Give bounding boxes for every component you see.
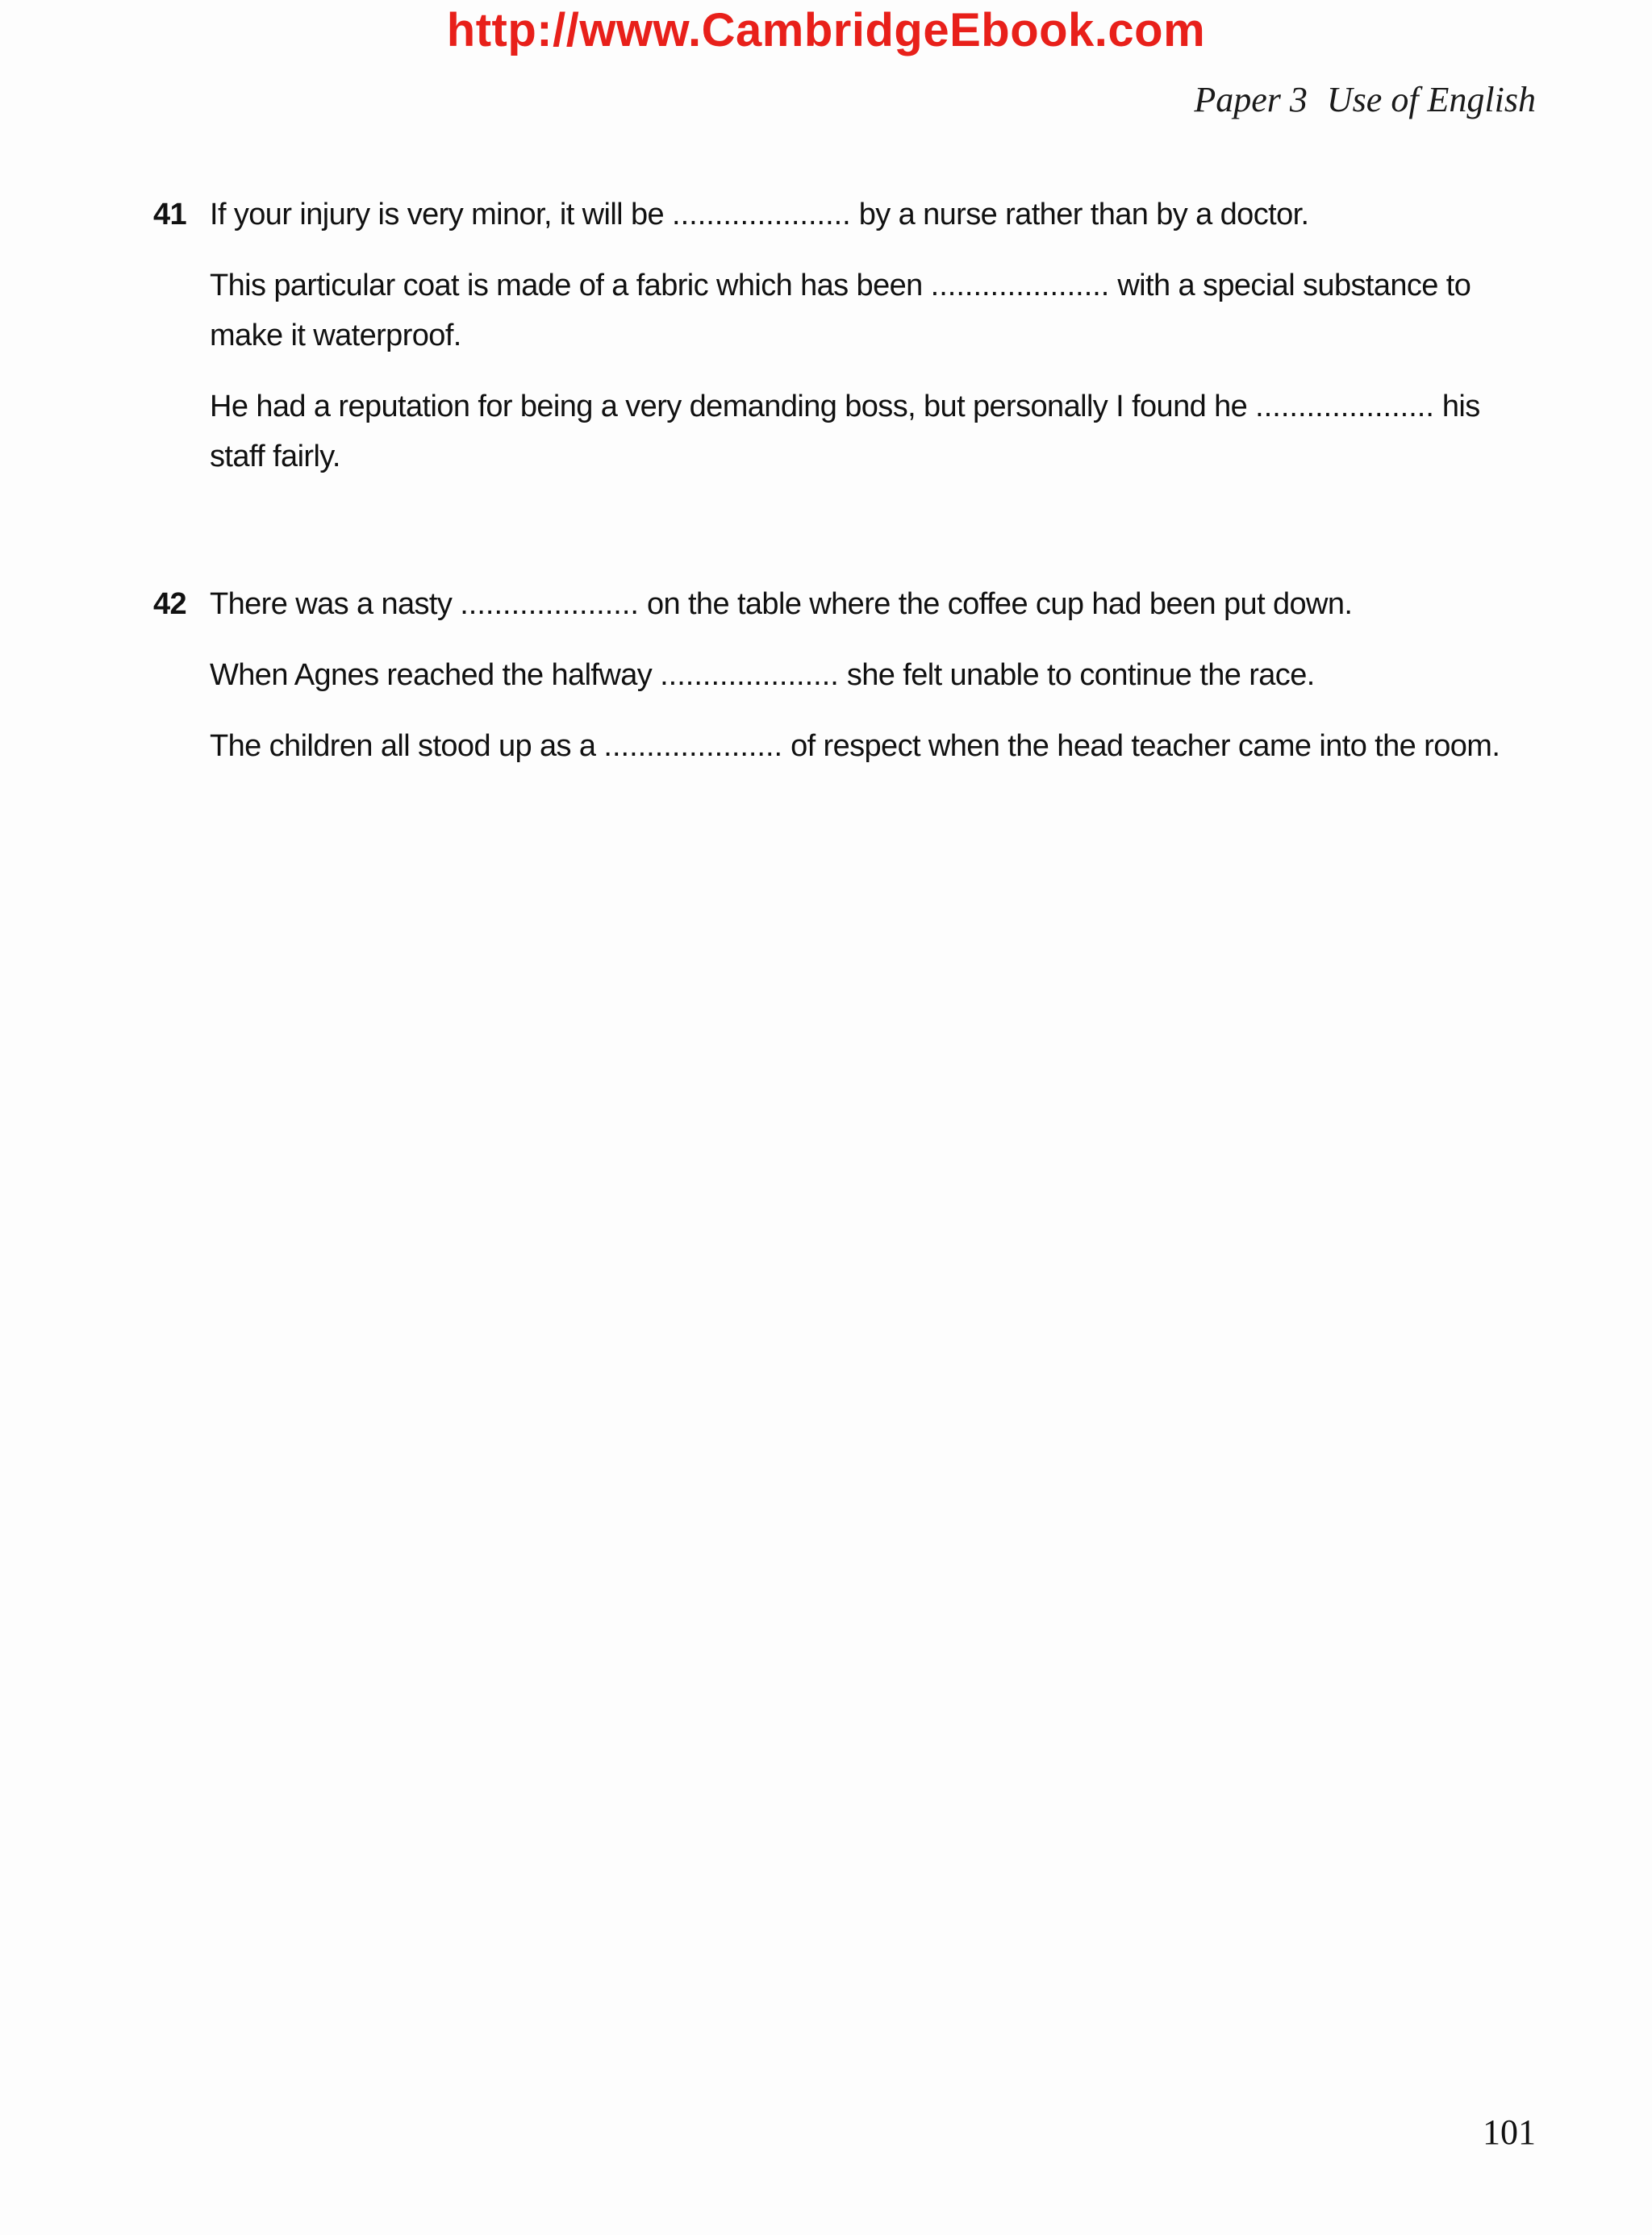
sentence-text-after: by a nurse rather than by a doctor. [858,198,1309,231]
answer-gap: ..................... [672,198,851,231]
sentence-text-after: his staff fairly. [210,390,1480,473]
sentence-text-after: on the table where the coffee cup had been put down. [646,587,1353,621]
sentence-text-before: If your injury is very minor, it will be [210,198,665,231]
answer-gap: ..................... [1255,390,1434,423]
watermark-url: http://www.CambridgeEbook.com [446,4,1206,56]
sentence-text-after: of respect when the head teacher came into the room. [791,729,1500,763]
question-sentence [210,190,1541,240]
running-head-section: Use of English [1326,80,1536,119]
running-head [1194,77,1536,123]
question-number: 42 [153,587,187,621]
question-number: 41 [153,198,187,231]
page-number: 101 [1483,2112,1536,2152]
question-sentence [210,721,1541,771]
answer-gap: ..................... [460,587,639,621]
question-sentence [210,261,1541,361]
question-sentence [210,650,1541,700]
sentence-text-before: The children all stood up as a [210,729,596,763]
question-sentence [210,382,1541,482]
sentence-text-after: she felt unable to continue the race. [846,658,1315,692]
answer-gap: ..................... [660,658,839,692]
answer-gap: ..................... [930,269,1110,302]
running-head-paper: Paper 3 [1194,80,1308,119]
sentence-text-before: This particular coat is made of a fabric which has been [210,269,923,302]
question-42 [153,579,1541,792]
question-41 [153,190,1541,502]
sentence-text-before: When Agnes reached the halfway [210,658,653,692]
sentence-text-before: There was a nasty [210,587,453,621]
question-sentence [210,579,1541,629]
sentence-text-after: with a special substance to make it waterproof. [210,269,1471,352]
sentence-text-before: He had a reputation for being a very demanding boss, but personally I found he [210,390,1248,423]
answer-gap: ..................... [603,729,783,763]
